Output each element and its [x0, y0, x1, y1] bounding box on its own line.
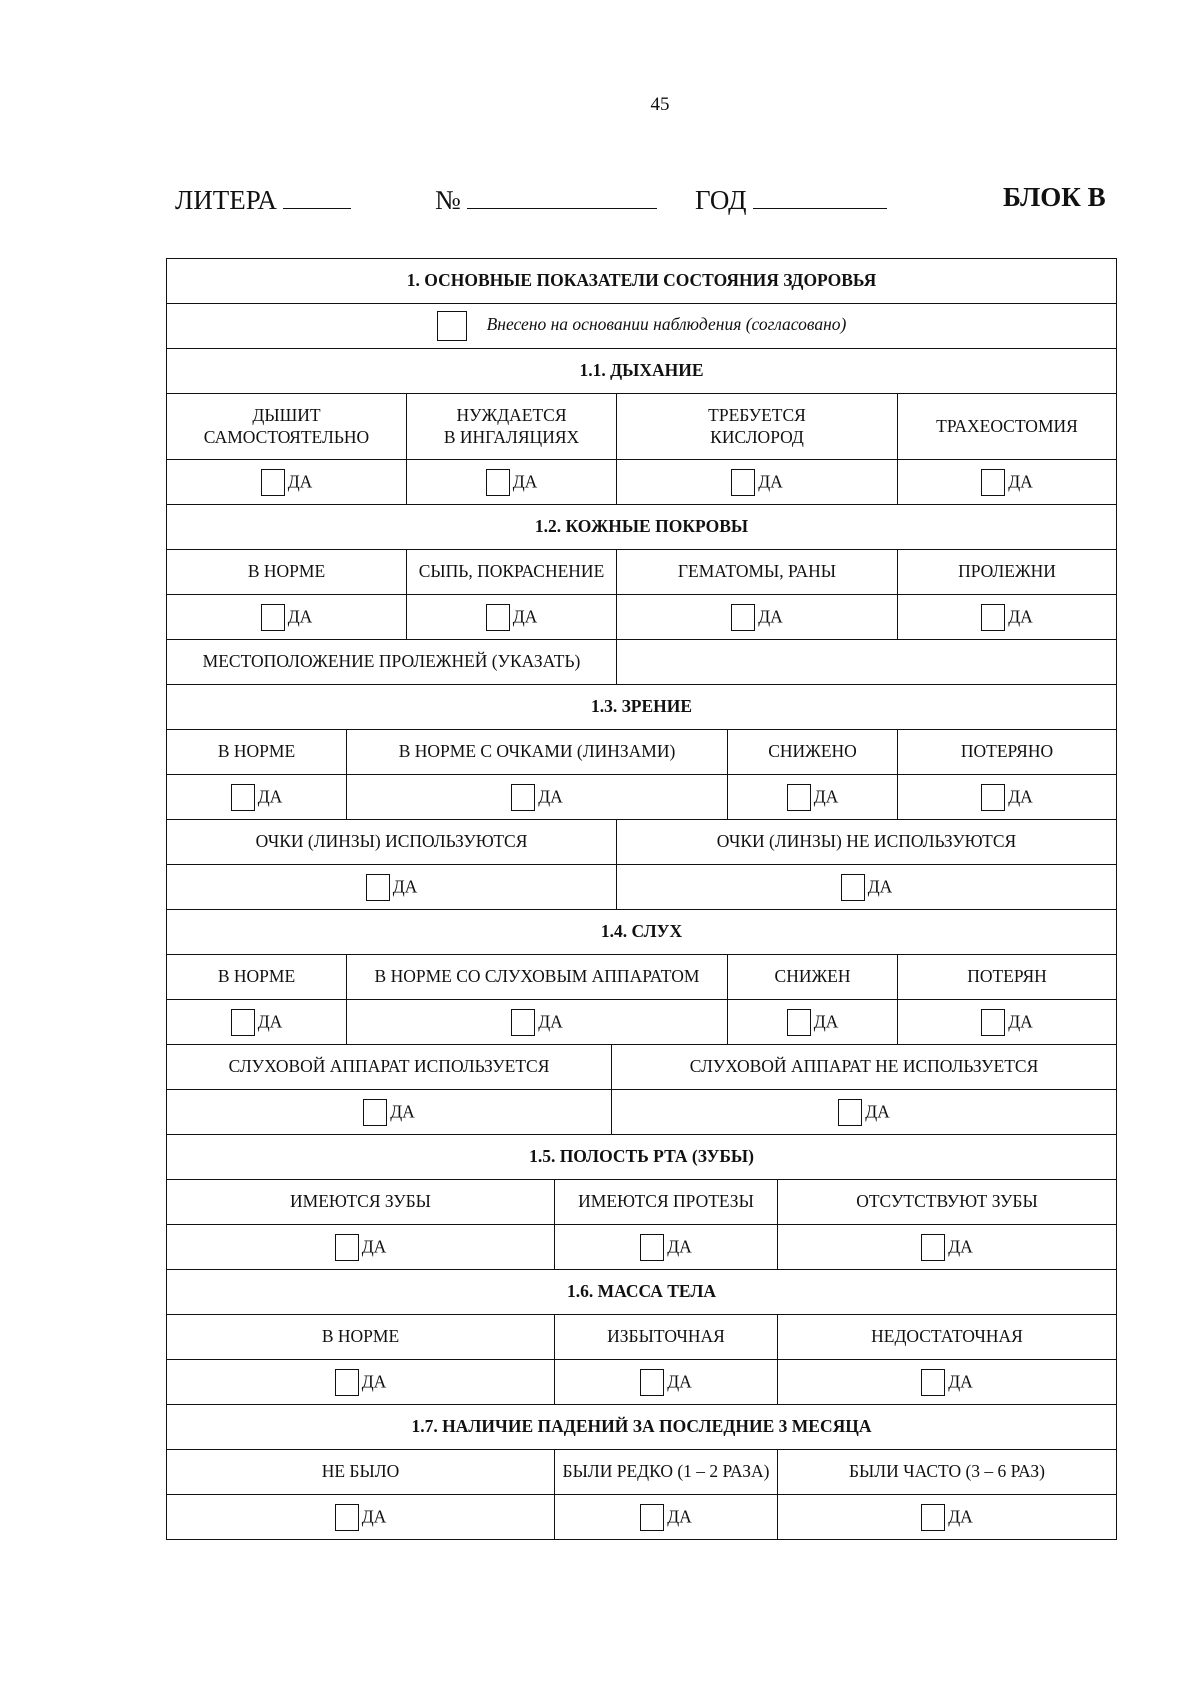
section-skin-title: 1.2. КОЖНЫЕ ПОКРОВЫ: [167, 505, 1117, 550]
vision-yes-cell: [898, 775, 1117, 820]
breathing-option-oxygen: [617, 394, 898, 460]
yes-label: ДА: [867, 876, 893, 897]
weight-option: В НОРМЕ: [167, 1315, 555, 1360]
checkbox[interactable]: [261, 604, 285, 631]
glasses-yes-cell: [167, 865, 617, 910]
vision-option: ПОТЕРЯНО: [898, 730, 1117, 775]
hearing-option: ПОТЕРЯН: [898, 955, 1117, 1000]
checkbox[interactable]: [731, 469, 755, 496]
checkbox[interactable]: [981, 1009, 1005, 1036]
skin-yes-cell: [898, 595, 1117, 640]
yes-label: ДА: [667, 1371, 692, 1392]
health-indicators-table: [166, 258, 1117, 1540]
section-breathing-title: 1.1. ДЫХАНИЕ: [167, 349, 1117, 394]
hearing-yes-cell: [728, 1000, 898, 1045]
section-weight-title: 1.6. МАССА ТЕЛА: [167, 1270, 1117, 1315]
oral-option: ИМЕЮТСЯ ЗУБЫ: [167, 1180, 555, 1225]
yes-label: ДА: [361, 1236, 387, 1257]
hearing-yes-cell: [898, 1000, 1117, 1045]
year-field[interactable]: [753, 182, 887, 209]
weight-option: ИЗБЫТОЧНАЯ: [555, 1315, 778, 1360]
observation-note: Внесено на основании наблюдения (согласовано): [486, 314, 847, 335]
checkbox[interactable]: [261, 469, 285, 496]
breathing-option-line: НУЖДАЕТСЯ: [456, 404, 567, 425]
yes-label: ДА: [390, 1101, 415, 1122]
checkbox[interactable]: [787, 784, 811, 811]
checkbox[interactable]: [981, 469, 1005, 496]
breathing-option-line: В ИНГАЛЯЦИЯХ: [443, 426, 580, 447]
skin-option: В НОРМЕ: [167, 550, 407, 595]
checkbox[interactable]: [486, 469, 510, 496]
skin-yes-cell: [617, 595, 898, 640]
litera-group: [175, 182, 351, 216]
checkbox[interactable]: [511, 1009, 535, 1036]
falls-option: НЕ БЫЛО: [167, 1450, 555, 1495]
litera-label: ЛИТЕРА: [175, 185, 277, 215]
yes-label: ДА: [1008, 786, 1033, 807]
checkbox[interactable]: [640, 1234, 664, 1261]
section-main-title: 1. ОСНОВНЫЕ ПОКАЗАТЕЛИ СОСТОЯНИЯ ЗДОРОВЬЯ: [167, 259, 1117, 304]
checkbox[interactable]: [335, 1504, 359, 1531]
breathing-option-independent: [167, 394, 407, 460]
yes-label: ДА: [1008, 1011, 1033, 1032]
yes-label: ДА: [865, 1101, 890, 1122]
yes-label: ДА: [948, 1371, 973, 1392]
checkbox[interactable]: [511, 784, 535, 811]
breathing-yes-cell: [407, 460, 617, 505]
yes-label: ДА: [1008, 606, 1033, 627]
number-field[interactable]: [467, 182, 657, 209]
glasses-yes-cell: [617, 865, 1117, 910]
number-group: [435, 182, 657, 216]
checkbox[interactable]: [838, 1099, 862, 1126]
oral-yes-cell: [778, 1225, 1117, 1270]
yes-label: ДА: [538, 1011, 563, 1032]
checkbox[interactable]: [231, 784, 255, 811]
checkbox[interactable]: [921, 1504, 945, 1531]
hearing-aid-yes-cell: [167, 1090, 612, 1135]
checkbox[interactable]: [335, 1234, 359, 1261]
hearing-aid-not-used-label: СЛУХОВОЙ АППАРАТ НЕ ИСПОЛЬЗУЕТСЯ: [612, 1045, 1117, 1090]
bedsore-location-field[interactable]: [617, 640, 1117, 685]
falls-option: БЫЛИ РЕДКО (1 – 2 РАЗА): [555, 1450, 778, 1495]
litera-field[interactable]: [283, 182, 351, 209]
breathing-yes-cell: [617, 460, 898, 505]
vision-option: СНИЖЕНО: [728, 730, 898, 775]
yes-label: ДА: [667, 1236, 692, 1257]
oral-yes-cell: [555, 1225, 778, 1270]
yes-label: ДА: [512, 471, 538, 492]
observation-checkbox[interactable]: [437, 311, 467, 341]
breathing-yes-cell: [167, 460, 407, 505]
checkbox[interactable]: [981, 784, 1005, 811]
yes-label: ДА: [361, 1506, 387, 1527]
vision-option: В НОРМЕ С ОЧКАМИ (ЛИНЗАМИ): [347, 730, 728, 775]
vision-yes-cell: [728, 775, 898, 820]
falls-yes-cell: [555, 1495, 778, 1540]
observation-row: [167, 304, 1117, 349]
falls-yes-cell: [167, 1495, 555, 1540]
section-hearing-title: 1.4. СЛУХ: [167, 910, 1117, 955]
breathing-yes-cell: [898, 460, 1117, 505]
yes-label: ДА: [257, 786, 283, 807]
hearing-yes-cell: [167, 1000, 347, 1045]
weight-yes-cell: [778, 1360, 1117, 1405]
oral-yes-cell: [167, 1225, 555, 1270]
section-falls-title: 1.7. НАЛИЧИЕ ПАДЕНИЙ ЗА ПОСЛЕДНИЕ 3 МЕСЯЦА: [167, 1405, 1117, 1450]
checkbox[interactable]: [841, 874, 865, 901]
yes-label: ДА: [1008, 471, 1033, 492]
checkbox[interactable]: [366, 874, 390, 901]
vision-yes-cell: [347, 775, 728, 820]
block-label: БЛОК В: [1003, 182, 1106, 212]
section-vision-title: 1.3. ЗРЕНИЕ: [167, 685, 1117, 730]
skin-yes-cell: [407, 595, 617, 640]
skin-yes-cell: [167, 595, 407, 640]
yes-label: ДА: [361, 1371, 387, 1392]
skin-option: ПРОЛЕЖНИ: [898, 550, 1117, 595]
breathing-option-line: КИСЛОРОД: [710, 426, 804, 447]
hearing-option: В НОРМЕ СО СЛУХОВЫМ АППАРАТОМ: [347, 955, 728, 1000]
oral-option: ОТСУТСТВУЮТ ЗУБЫ: [778, 1180, 1117, 1225]
weight-option: НЕДОСТАТОЧНАЯ: [778, 1315, 1117, 1360]
weight-yes-cell: [167, 1360, 555, 1405]
checkbox[interactable]: [335, 1369, 359, 1396]
year-label: ГОД: [695, 185, 747, 215]
section-oral-title: 1.5. ПОЛОСТЬ РТА (ЗУБЫ): [167, 1135, 1117, 1180]
weight-yes-cell: [555, 1360, 778, 1405]
number-label: №: [435, 185, 461, 215]
vision-option: В НОРМЕ: [167, 730, 347, 775]
falls-option: БЫЛИ ЧАСТО (3 – 6 РАЗ): [778, 1450, 1117, 1495]
hearing-option: СНИЖЕН: [728, 955, 898, 1000]
checkbox[interactable]: [921, 1234, 945, 1261]
checkbox[interactable]: [787, 1009, 811, 1036]
hearing-aid-yes-cell: [612, 1090, 1117, 1135]
yes-label: ДА: [287, 471, 313, 492]
yes-label: ДА: [538, 786, 563, 807]
breathing-option-line: САМОСТОЯТЕЛЬНО: [203, 426, 370, 447]
yes-label: ДА: [512, 606, 538, 627]
yes-label: ДА: [667, 1506, 692, 1527]
hearing-aid-used-label: СЛУХОВОЙ АППАРАТ ИСПОЛЬЗУЕТСЯ: [167, 1045, 612, 1090]
breathing-option-line: ТРЕБУЕТСЯ: [708, 404, 806, 425]
falls-yes-cell: [778, 1495, 1117, 1540]
checkbox[interactable]: [731, 604, 755, 631]
vision-yes-cell: [167, 775, 347, 820]
yes-label: ДА: [948, 1236, 973, 1257]
hearing-yes-cell: [347, 1000, 728, 1045]
checkbox[interactable]: [640, 1369, 664, 1396]
yes-label: ДА: [758, 471, 783, 492]
yes-label: ДА: [813, 1011, 839, 1032]
page-number: 45: [650, 94, 670, 115]
yes-label: ДА: [257, 1011, 283, 1032]
yes-label: ДА: [758, 606, 783, 627]
yes-label: ДА: [813, 786, 839, 807]
breathing-option-inhalations: [407, 394, 617, 460]
glasses-used-label: ОЧКИ (ЛИНЗЫ) ИСПОЛЬЗУЮТСЯ: [167, 820, 617, 865]
breathing-option-line: ТРАХЕОСТОМИЯ: [936, 415, 1078, 436]
checkbox[interactable]: [231, 1009, 255, 1036]
skin-option: СЫПЬ, ПОКРАСНЕНИЕ: [407, 550, 617, 595]
hearing-option: В НОРМЕ: [167, 955, 347, 1000]
year-group: [695, 182, 887, 216]
checkbox[interactable]: [921, 1369, 945, 1396]
breathing-option-tracheostomy: [898, 394, 1117, 460]
checkbox[interactable]: [640, 1504, 664, 1531]
skin-option: ГЕМАТОМЫ, РАНЫ: [617, 550, 898, 595]
checkbox[interactable]: [486, 604, 510, 631]
form-header: [175, 182, 1107, 222]
glasses-not-used-label: ОЧКИ (ЛИНЗЫ) НЕ ИСПОЛЬЗУЮТСЯ: [617, 820, 1117, 865]
yes-label: ДА: [948, 1506, 973, 1527]
checkbox[interactable]: [981, 604, 1005, 631]
breathing-option-line: ДЫШИТ: [252, 404, 321, 425]
oral-option: ИМЕЮТСЯ ПРОТЕЗЫ: [555, 1180, 778, 1225]
yes-label: ДА: [287, 606, 313, 627]
checkbox[interactable]: [363, 1099, 387, 1126]
yes-label: ДА: [392, 876, 418, 897]
bedsore-location-label: МЕСТОПОЛОЖЕНИЕ ПРОЛЕЖНЕЙ (УКАЗАТЬ): [167, 640, 617, 685]
